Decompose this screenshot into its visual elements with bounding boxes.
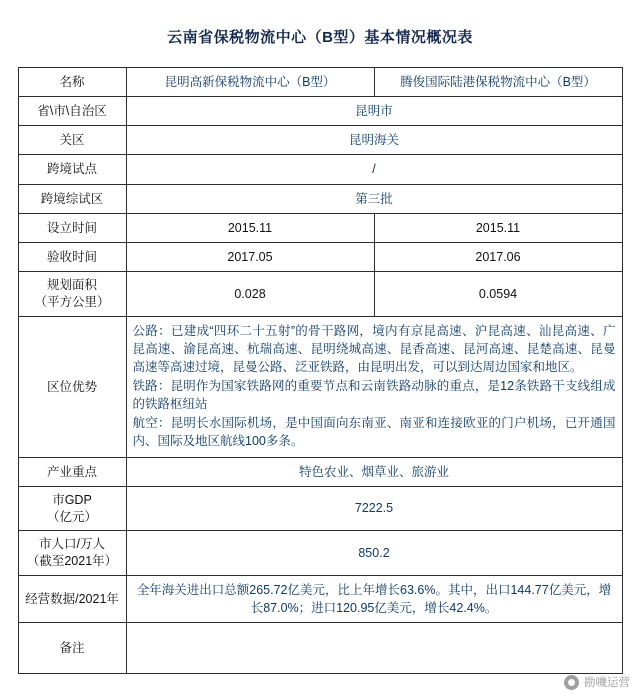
crossborder-zone-value: 第三批 [126,184,622,213]
acceptance-date-1: 2017.05 [126,242,374,271]
circle-logo-icon [564,675,579,690]
row-label-location-advantage: 区位优势 [18,316,126,457]
remark-value [126,623,622,674]
row-label-city-population [18,531,126,576]
planned-area-1: 0.028 [126,271,374,316]
table-row [18,155,622,184]
table-row [18,271,622,316]
row-label-crossborder-zone: 跨境综试区 [18,184,126,213]
table-row [18,213,622,242]
summary-table [18,67,623,674]
city-population-value: 850.2 [126,531,622,576]
table-row [18,126,622,155]
city-gdp-value: 7222.5 [126,486,622,531]
province-value: 昆明市 [126,97,622,126]
row-label-city-gdp [18,486,126,531]
watermark [564,674,630,690]
operation-data-value: 全年海关进出口总额265.72亿美元，比上年增长63.6%。其中，出口144.77亿美元，增长87.0%；进口120.95亿美元，增长42.4%。 [126,576,622,623]
row-label-planned-area [18,271,126,316]
row-label-province: 省\市\自治区 [18,97,126,126]
planned-area-label-line2: （平方公里） [34,294,110,309]
advantage-paragraph-road: 公路：已建成“四环二十五射”的骨干路网，境内有京昆高速、沪昆高速、汕昆高速、广昆高速、渝昆高速、杭瑞高速、昆明绕城高速、昆香高速、昆河高速、昆楚高速、昆曼高速等高速过境，昆曼公路、泛亚铁路，由昆明出发，可以到达周边国家和地区。 [132,323,616,374]
page-title: 云南省保税物流中心（B型）基本情况概况表 [167,29,473,46]
table-row [18,486,622,531]
establish-date-2: 2015.11 [374,213,622,242]
advantage-paragraph-air: 航空：昆明长水国际机场，是中国面向东南亚、南亚和连接欧亚的门户机场，已开通国内、国际及地区航线100多条。 [132,416,616,449]
table-row [18,316,622,457]
row-label-name: 名称 [18,68,126,97]
center-2-name: 腾俊国际陆港保税物流中心（B型） [374,68,622,97]
table-row [18,184,622,213]
table-row [18,68,622,97]
row-label-establish-date: 设立时间 [18,213,126,242]
table-row [18,97,622,126]
population-label-line2: （截至2021年） [26,554,118,569]
center-1-name: 昆明高新保税物流中心（B型） [126,68,374,97]
planned-area-label-line1: 规划面积 [46,277,97,292]
watermark-label: 勘嘰运营 [584,677,630,689]
row-label-acceptance-date: 验收时间 [18,242,126,271]
planned-area-2: 0.0594 [374,271,622,316]
table-row [18,242,622,271]
table-row [18,623,622,674]
gdp-label-line1: 市GDP [52,492,92,507]
advantage-paragraph-rail: 铁路：昆明作为国家铁路网的重要节点和云南铁路动脉的重点，是12条铁路干支线组成的铁路枢纽站 [132,379,616,412]
row-label-industry-focus: 产业重点 [18,457,126,486]
table-row [18,457,622,486]
industry-focus-value: 特色农业、烟草业、旅游业 [126,457,622,486]
row-label-crossborder-pilot: 跨境试点 [18,155,126,184]
table-row [18,576,622,623]
establish-date-1: 2015.11 [126,213,374,242]
gdp-label-line2: （亿元） [46,509,97,524]
crossborder-pilot-value: / [126,155,622,184]
location-advantage-value [126,316,622,457]
acceptance-date-2: 2017.06 [374,242,622,271]
row-label-operation-data: 经营数据/2021年 [18,576,126,623]
table-row [18,531,622,576]
row-label-customs: 关区 [18,126,126,155]
customs-value: 昆明海关 [126,126,622,155]
population-label-line1: 市人口/万人 [39,537,105,552]
row-label-remark: 备注 [18,623,126,674]
